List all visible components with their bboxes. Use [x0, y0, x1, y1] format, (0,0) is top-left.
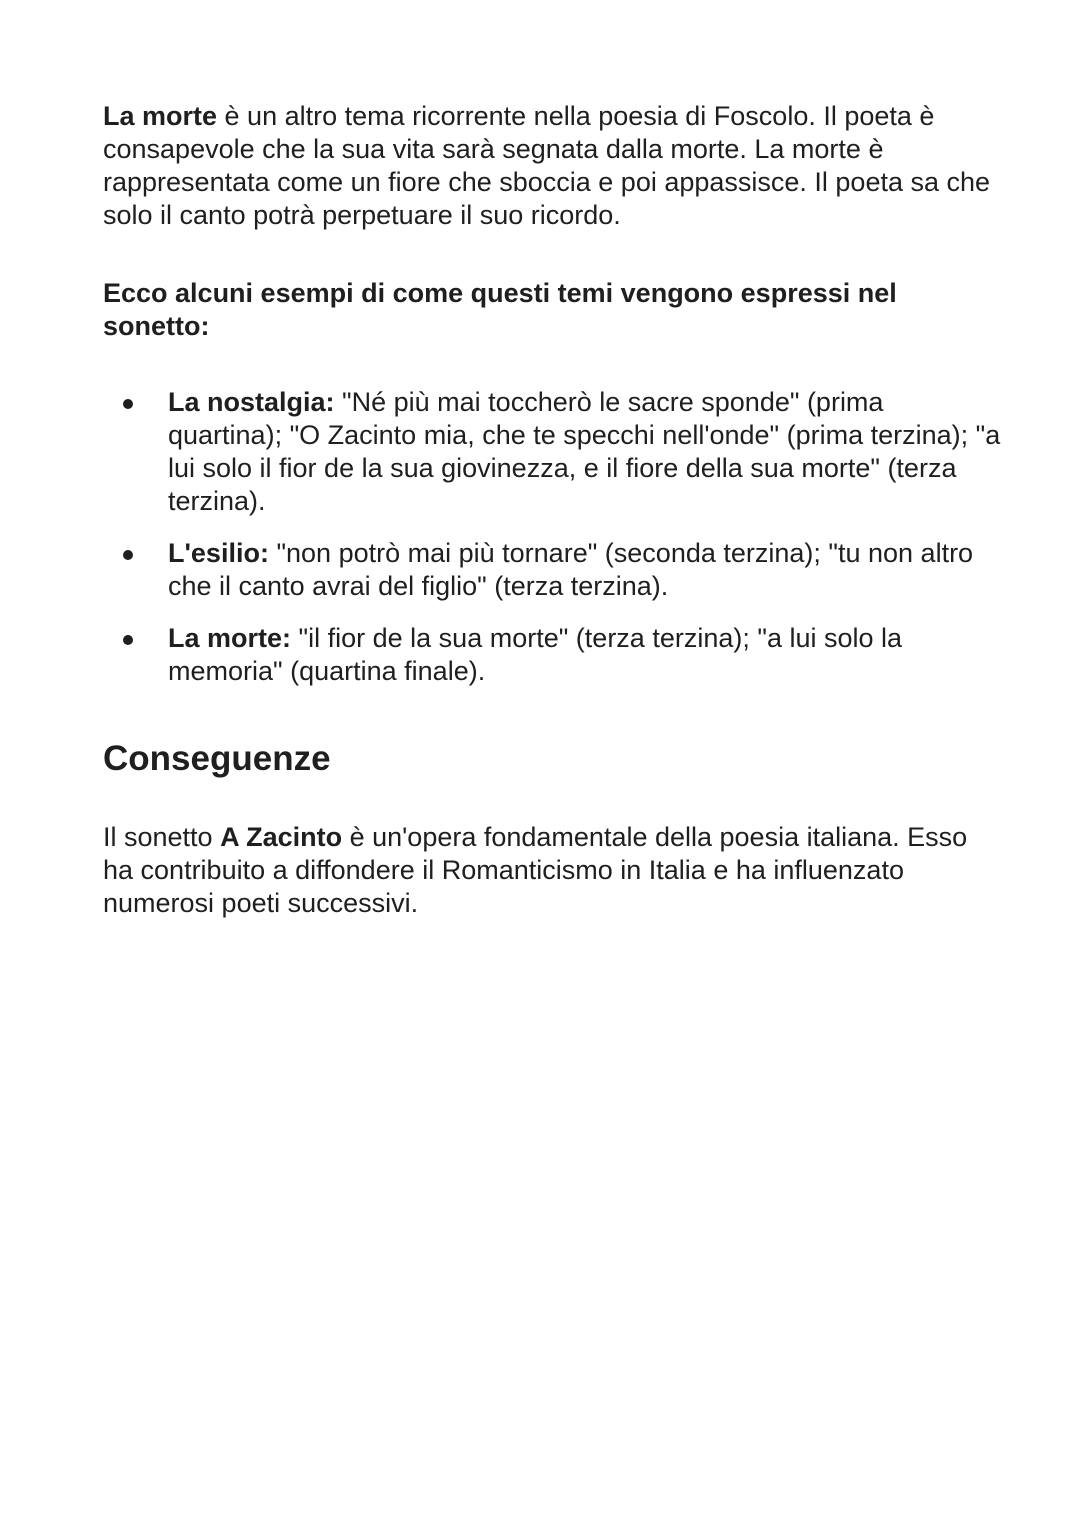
bullet-icon: [123, 399, 133, 409]
examples-intro: Ecco alcuni esempi di come questi temi vengono espressi nel sonetto:: [103, 278, 897, 341]
bullet-icon: [123, 635, 133, 645]
list-item: [103, 537, 1003, 603]
section-heading-conseguenze: Conseguenze: [103, 739, 331, 778]
list-item-text: "non potrò mai più tornare" (seconda terzina); "tu non altro che il canto avrai del figlio" (terza terzina).: [168, 538, 974, 601]
list-item-text: "Né più mai toccherò le sacre sponde" (prima quartina); "O Zacinto mia, che te specchi nell'onde" (prima terzina); "a lui solo il fior de la sua giovinezza, e il fiore della sua morte" (terza terzina).: [168, 387, 1001, 516]
examples-list: [103, 386, 1003, 688]
term-la-morte: La morte: [103, 101, 218, 131]
list-item-label: La nostalgia:: [168, 387, 335, 417]
list-item: [103, 622, 1003, 688]
term-a-zacinto: A Zacinto: [220, 822, 343, 852]
bullet-icon: [123, 550, 133, 560]
paragraph-conseguenze: [103, 821, 1003, 920]
list-item: [103, 386, 1003, 518]
document-page: [103, 100, 1003, 920]
list-item-label: La morte:: [168, 623, 292, 653]
list-item-label: L'esilio:: [168, 538, 269, 568]
paragraph-conseguenze-after: è un'opera fondamentale della poesia italiana. Esso ha contribuito a diffondere il Romanticismo in Italia e ha influenzato numerosi poeti successivi.: [103, 822, 968, 918]
paragraph-la-morte-text: è un altro tema ricorrente nella poesia di Foscolo. Il poeta è consapevole che la sua vita sarà segnata dalla morte. La morte è rappresentata come un fiore che sboccia e poi appassisce. Il poeta sa che solo il canto potrà perpetuare il suo ricordo.: [103, 101, 991, 230]
paragraph-la-morte: [103, 100, 1003, 232]
list-item-text: "il fior de la sua morte" (terza terzina); "a lui solo la memoria" (quartina finale).: [168, 623, 903, 686]
paragraph-conseguenze-before: Il sonetto: [103, 822, 221, 852]
